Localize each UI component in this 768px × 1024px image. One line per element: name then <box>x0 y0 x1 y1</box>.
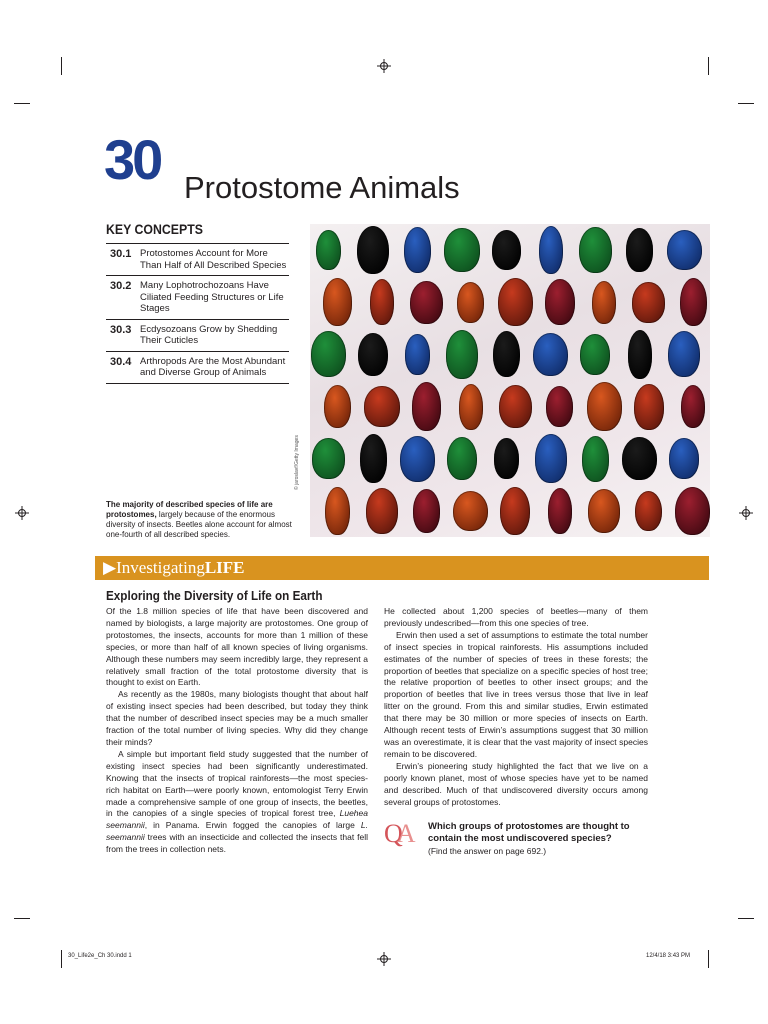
beetle-image <box>628 330 652 379</box>
beetle-image <box>358 333 388 376</box>
crop-mark <box>738 103 754 104</box>
beetle-image <box>675 487 710 536</box>
beetle-image <box>592 281 616 324</box>
crop-mark <box>708 950 709 968</box>
body-column-left <box>106 606 368 856</box>
beetle-image <box>453 491 488 532</box>
beetle-image <box>499 385 531 428</box>
beetle-image <box>635 491 662 532</box>
key-concept-number: 30.2 <box>110 280 132 292</box>
beetle-image <box>457 282 484 323</box>
species-name: Luehea seemannii <box>106 808 368 831</box>
photo-credit: © jaroslavf/Getty Images <box>294 435 300 490</box>
qa-answer-ref: (Find the answer on page 692.) <box>428 846 547 856</box>
beetle-image <box>400 436 435 482</box>
key-concept-text: Many Lophotrochozoans Have Ciliated Feeding Structures or Life Stages <box>140 280 284 314</box>
date-slug: 12/4/18 3:43 PM <box>646 953 691 959</box>
beetle-image <box>539 226 563 275</box>
chapter-number: 30 <box>104 128 161 191</box>
beetle-image <box>492 230 522 271</box>
beetle-image <box>357 226 389 275</box>
investigating-life-banner <box>95 556 709 580</box>
beetle-image <box>444 228 479 271</box>
body-paragraph: Erwin then used a set of assumptions to estimate the total number of insect species in tropical rainforests. His assumptions included estimates of the number of species of trees in these forests; the proportion of beetles that specialize on a specific species of host tree; the relative proportion of beetles to other insect groups; and the proportion of beetles that live in trees versus those that live in leaf litter on the ground. From this and similar studies, Erwin estimated that there may be 30 million or more species of insects on Earth. Although recent tests of Erwin’s assumptions suggest that 30 million was an overestimate, it is clear that the vast majority of insect species remain to be discovered. <box>384 629 648 759</box>
beetle-image <box>582 436 609 482</box>
beetle-image <box>579 227 611 273</box>
key-concepts-list <box>106 243 289 384</box>
key-concept-number: 30.4 <box>110 355 132 368</box>
beetle-image <box>500 487 530 536</box>
body-paragraph: Of the 1.8 million species of life that have been discovered and named by biologists, a large majority are protostomes. One group of protostomes, the insects, accounts for more than 1 million of these species, or more than half of all known species of living organisms. Although these numbers may seem incredibly large, they represent a relatively small fraction of the total protostome diversity that is thought to exist on Earth. <box>106 606 368 688</box>
qa-logo-icon <box>384 820 410 848</box>
key-concept-text: Arthropods Are the Most Abundant and Diverse Group of Animals <box>140 355 286 378</box>
beetle-image <box>370 279 394 325</box>
photo-caption <box>106 500 294 540</box>
registration-mark-icon <box>15 506 29 520</box>
qa-box <box>384 818 654 864</box>
key-concept-number: 30.3 <box>110 323 132 336</box>
body-column-right <box>384 606 648 808</box>
caption-lead: The majority of described species of life are protostomes, <box>106 500 273 519</box>
beetle-image <box>548 488 572 534</box>
body-paragraph <box>106 749 368 856</box>
key-concept-item <box>106 351 289 384</box>
beetle-image <box>323 278 353 327</box>
registration-mark-icon <box>739 506 753 520</box>
beetle-image <box>632 282 664 323</box>
body-paragraph: Erwin’s pioneering study highlighted the fact that we live on a poorly known planet, most of whose species have yet to be named and described. Much of that undiscovered diversity occurs among several groups of protostomes. <box>384 760 648 807</box>
beetle-image <box>405 334 429 375</box>
paragraph-fragment: trees with an insecticide and collected the insects that fell from the trees in collection nets. <box>106 832 368 855</box>
key-concept-item <box>106 275 289 319</box>
beetle-image <box>311 331 346 377</box>
beetle-image <box>413 489 440 532</box>
registration-mark-icon <box>377 952 391 966</box>
beetle-image <box>316 230 340 271</box>
chapter-title: Protostome Animals <box>184 170 460 205</box>
section-title: Exploring the Diversity of Life on Earth <box>106 588 323 603</box>
beetle-image <box>493 331 520 377</box>
beetle-image <box>680 278 707 327</box>
beetle-image <box>412 382 442 431</box>
beetle-image <box>325 487 349 536</box>
key-concept-item <box>106 243 289 275</box>
key-concept-text: Ecdysozoans Grow by Shedding Their Cuticles <box>140 323 278 346</box>
beetle-image <box>669 438 699 479</box>
key-concept-item <box>106 319 289 351</box>
beetle-image <box>410 281 442 324</box>
body-paragraph: As recently as the 1980s, many biologists thought that about half of existing insect species had been described, but today they think that the number of described insect species may be a much smaller fraction of the total number of living species. Why did they change their minds? <box>106 689 368 747</box>
paragraph-fragment: , in Panama. Erwin fogged the canopies of large <box>144 820 361 831</box>
beetle-collection-photo <box>310 224 710 537</box>
caption-text: largely because of the enormous diversity of insects. Beetles alone account for almost one-fourth of all described species. <box>106 510 292 539</box>
qa-question: Which groups of protostomes are thought to contain the most undiscovered species? <box>428 821 630 844</box>
banner-title <box>103 557 245 579</box>
beetle-image <box>535 434 567 483</box>
beetle-image <box>667 230 702 271</box>
beetle-image <box>580 334 610 375</box>
body-paragraph: He collected about 1,200 species of beetles—many of them previously undescribed—from this one species of tree. <box>384 606 648 628</box>
beetle-image <box>364 386 399 427</box>
banner-suffix: LIFE <box>204 558 245 577</box>
beetle-image <box>366 488 398 534</box>
crop-mark <box>14 918 30 919</box>
beetle-image <box>404 227 431 273</box>
beetle-image <box>324 385 351 428</box>
banner-arrow-icon: ▶ <box>103 558 117 577</box>
qa-logo-a: A <box>396 819 410 848</box>
beetle-image <box>626 228 653 271</box>
qa-logo-q: Q <box>384 819 397 848</box>
beetle-image <box>533 333 568 376</box>
file-slug: 30_Life2e_Ch 30.indd 1 <box>68 953 132 959</box>
crop-mark <box>708 57 709 75</box>
paragraph-fragment: A simple but important field study suggested that the number of existing insect species had been significantly underestimated. Knowing that the insects of tropical rainforests—the most species-rich habitat on Earth—were poorly known, entomologist Terry Erwin made a comprehensive sample of one group of insects, the beetles, in the canopies of a single species of tropical forest tree, <box>106 748 368 819</box>
beetle-image <box>447 437 477 480</box>
beetle-image <box>545 279 575 325</box>
banner-prefix: Investigating <box>116 558 205 577</box>
beetle-image <box>668 331 700 377</box>
crop-mark <box>738 918 754 919</box>
beetle-image <box>459 384 483 430</box>
beetle-image <box>546 386 573 427</box>
beetle-image <box>587 382 622 431</box>
beetle-image <box>498 278 533 327</box>
key-concept-text: Protostomes Account for More Than Half of All Described Species <box>140 248 287 271</box>
crop-mark <box>61 950 62 968</box>
key-concept-number: 30.1 <box>110 248 132 260</box>
beetle-image <box>588 489 620 532</box>
beetle-image <box>681 385 705 428</box>
crop-mark <box>14 103 30 104</box>
beetle-image <box>446 330 478 379</box>
beetle-image <box>312 438 344 479</box>
beetle-image <box>634 384 664 430</box>
species-name: L. seemannii <box>106 820 368 843</box>
registration-mark-icon <box>377 59 391 73</box>
beetle-image <box>360 434 387 483</box>
beetle-image <box>622 437 657 480</box>
key-concepts-heading: KEY CONCEPTS <box>106 221 203 237</box>
crop-mark <box>61 57 62 75</box>
beetle-image <box>494 438 518 479</box>
